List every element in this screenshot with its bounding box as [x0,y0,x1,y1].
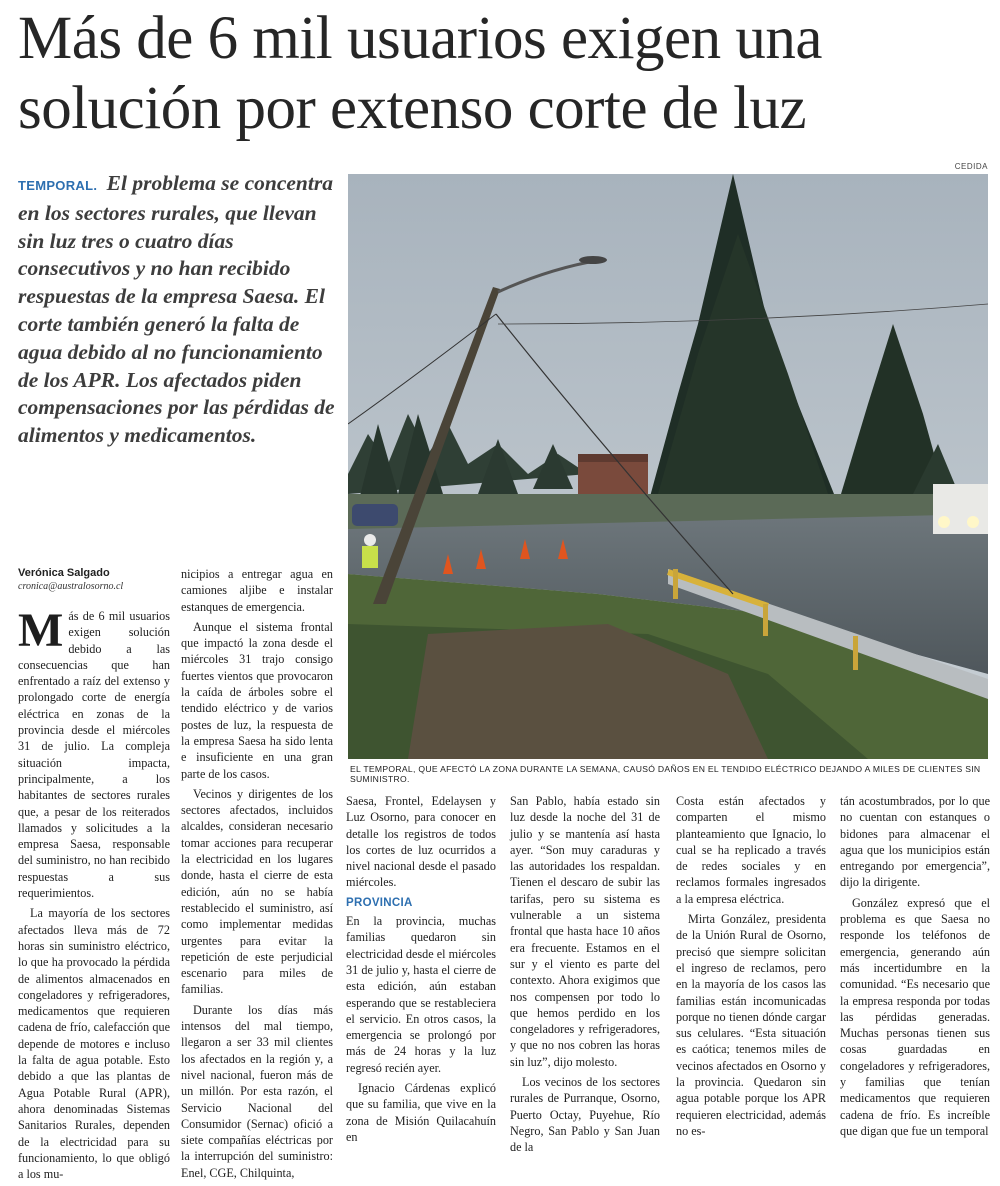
storm-damage-photo [348,174,988,759]
author-email: cronica@australosorno.cl [18,581,124,592]
body-paragraph: Saesa, Frontel, Edelaysen y Luz Osorno, para conocer en detalle los registros de todos los cortes de luz ocurridos a nivel nacional desde el pasado miércoles. [346,794,496,890]
lead-paragraph [18,170,340,450]
body-column-2 [181,566,333,1185]
body-paragraph: Durante los días más intensos del mal tiempo, llegaron a ser 33 mil clientes los afectados en la región y, a nivel nacional, fueron más de un millón. Por esta razón, el Servicio Nacional del Consumidor (Sernac) ofició a siete compañías eléctricas por la interrupción del suministro: Enel, CGE, Chilquinta, [181,1002,333,1180]
body-column-4 [510,793,660,1160]
lead-kicker: TEMPORAL. [18,178,98,193]
body-paragraph: En la provincia, muchas familias quedaron sin electricidad desde el miércoles 31 de julio y, hasta el cierre de esta edición, aún estaban esperando que se restableciera el servicio. En otros casos, la emergencia se prolongó por más de 24 horas y la luz regresó recién ayer. [346,914,496,1075]
section-subhead: PROVINCIA [346,896,413,909]
body-column-5 [676,793,826,1143]
body-paragraph: Ignacio Cárdenas explicó que su familia, que vive en la zona de Misión Quilacahuín en [346,1081,496,1144]
body-paragraph: tán acostumbrados, por lo que no cuentan con estanques o bidones para almacenar el agua que los municipios están entregando por emergencia”, dijo la dirigente. [840,794,990,890]
author-name: Verónica Salgado [18,567,110,579]
body-paragraph: nicipios a entregar agua en camiones aljibe e instalar estanques de emergencia. [181,567,333,614]
headline: Más de 6 mil usuarios exigen una solución por extenso corte de luz [18,5,822,142]
body-paragraph: San Pablo, había estado sin luz desde la noche del 31 de julio y se mantenía así hasta ayer. “Son muy caraduras y las autoridades los respaldan. Tienen el descaro de subir las tarifas, pero su sistema es vulnerable a un sistema frontal que hasta hace 10 años era frecuente. Estamos en el sur y el viento es parte del contexto. Ahora exigimos que nos compensen por todo lo que hemos perdido en los congeladores y refrigeradores, y que no nos cobren las horas sin luz”, dijo molesto. [510,794,660,1069]
body-paragraph: Mirta González, presidenta de la Unión Rural de Osorno, precisó que siempre solicitan el ingreso de reclamos, pero en la mayoría de los casos las familias están incomunicadas porque no tienen dónde cargar sus celulares. “Esta situación es caótica; tenemos miles de vecinos afectados en Osorno y la provincia. Quedaron sin agua potable porque los APR requieren electricidad, además no es- [676,912,826,1138]
body-column-1 [18,604,170,1186]
body-paragraph: Aunque el sistema frontal que impactó la zona desde el miércoles 31 trajo consigo fuertes vientos que provocaron la caída de árboles sobre el tendido eléctrico y de varios postes de luz, la respuesta de la empresa Saesa ha sido lenta e insuficiente en una gran parte de los casos. [181,619,333,781]
photo-caption: EL TEMPORAL, QUE AFECTÓ LA ZONA DURANTE LA SEMANA, CAUSÓ DAÑOS EN EL TENDIDO ELÉCTRICO DEJANDO A MILES DE CLIENTES SIN SUMINISTRO. [350,764,981,784]
body-paragraph: Los vecinos de los sectores rurales de Purranque, Osorno, Puerto Octay, Puyehue, Río Negro, San Pablo y San Juan de la [510,1075,660,1155]
body-column-6 [840,793,990,1143]
byline [18,567,178,592]
drop-cap: M [18,604,64,657]
photo-credit: CEDIDA [954,162,988,171]
body-paragraph: Vecinos y dirigentes de los sectores afectados, incluidos alcaldes, consideran necesario tomar acciones para recuperar la electricidad en los lugares donde, hasta el cierre de esta edición, aún no se había restablecido el suministro, así como implementar medidas urgentes para evitar la repetición de este perjudicial escenario para miles de familias. [181,786,333,997]
lead-text: El problema se concentra en los sectores rurales, que llevan sin luz tres o cuatro días consecutivos y no han recibido respuestas de la empresa Saesa. El corte también generó la falta de agua debido al no funcionamiento de los APR. Los afectados piden compensaciones por las pérdidas de alimentos y medicamentos. [18,171,335,448]
body-paragraph: La mayoría de los sectores afectados lleva más de 72 horas sin suministro eléctrico, lo que ha provocado la pérdida de alimentos almacenados en congeladores y refrigeradores, medicamentos que requieren cadena de frío, calefacción que depende de motores e incluso la falta de agua potable. Esto debido a que las plantas de Agua Potable Rural (APR), ahora denominadas Sistemas Sanitarios Rurales, dependen de la electricidad para su funcionamiento, lo que obligó a los mu- [18,906,170,1182]
body-text: ás de 6 mil usuarios exigen solución debido a las consecuencias que han enfrentado a raíz del extenso y prolongado corte de energía eléctrica en zonas de la provincia desde el miércoles 31 de julio. La compleja situación impacta, principalmente, a los habitantes de sectores rurales que, a pesar de los reiterados llamados y solicitudes a la empresa Saesa, responsable del suministro, no han recibido respuestas a sus requerimientos. [18,609,170,901]
body-paragraph: Costa están afectados y comparten el mismo planteamiento que Ignacio, lo cual se ha replicado a través de redes sociales y en reclamos formales ingresados a la empresa eléctrica. [676,794,826,906]
body-paragraph: González expresó que el problema es que Saesa no responde los teléfonos de emergencia, generando aún más incertidumbre en la comunidad. “Es necesario que la empresa responda por todas las pérdidas generadas. Muchas personas tienen sus cosas guardadas en congeladores y refrigeradores, y familias que tenían medicamentos que requieren cadena de frío. Es increíble que digan que fue un temporal [840,895,990,1138]
body-column-3 [346,793,496,1149]
body-paragraph [18,604,170,901]
